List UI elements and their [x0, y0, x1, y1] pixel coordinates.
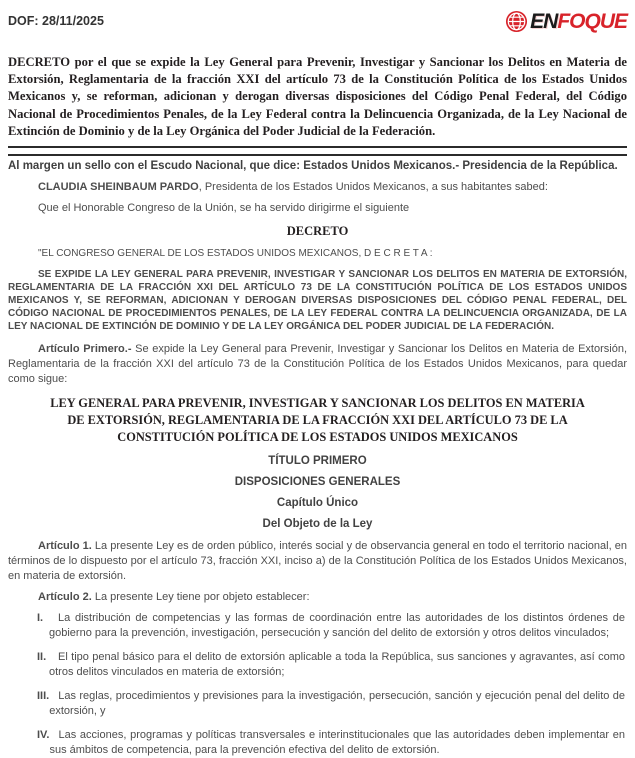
fraction-item-2 — [8, 650, 627, 680]
fraction-text: Las acciones, programas y políticas transversales e interinstitucionales que las autoridades deben implementar en sus ámbitos de competencia, para la prevención efectiva del delito de extorsión. — [49, 729, 625, 757]
dof-date-label: DOF: 28/11/2025 — [8, 14, 104, 28]
articulo-2-text: La presente Ley tiene por objeto establecer: — [91, 591, 310, 604]
fraction-numeral: III. — [37, 690, 50, 703]
capitulo-unico-heading: Capítulo Único — [276, 497, 359, 510]
fraction-item-1 — [8, 611, 627, 641]
articulo-2-paragraph — [8, 590, 627, 605]
margin-seal-note: Al margen un sello con el Escudo Nacional, que dice: Estados Unidos Mexicanos.- Presidencia de la República. — [8, 160, 618, 173]
articulo-1-paragraph — [8, 539, 627, 584]
law-title: LEY GENERAL PARA PREVENIR, INVESTIGAR Y SANCIONAR LOS DELITOS EN MATERIA DE EXTORSIÓN, REGLAMENTARIA DE LA FRACCIÓN XXI DEL ARTÍCULO 73 DE LA CONSTITUCIÓN POLÍTICA DE LOS ESTADOS UNIDOS MEXICANOS — [50, 396, 585, 445]
articulo-1-text: La presente Ley es de orden público, interés social y de observancia general en todo el territorio nacional, en términos de lo dispuesto por el artículo 73, fracción XXI, inciso a) de la Constitución Política de los Estados Unidos Mexicanos, en materia de extorsión. — [8, 540, 627, 583]
decreto-heading: DECRETO — [286, 224, 349, 239]
fraction-item-4 — [8, 728, 627, 758]
titulo-primero-heading: TÍTULO PRIMERO — [268, 455, 367, 468]
top-bar — [8, 0, 627, 40]
fraction-numeral: IV. — [37, 729, 50, 742]
enfoque-logo — [505, 10, 627, 33]
logo-part-en: EN — [530, 10, 558, 33]
fraction-text: Las reglas, procedimientos y previsiones para la investigación, persecución, sanción y ejecución penal del delito de extorsión, y — [49, 690, 625, 718]
congress-line: Que el Honorable Congreso de la Unión, se ha servido dirigirme el siguiente — [38, 202, 410, 215]
articulo-primero-text: Se expide la Ley General para Prevenir, Investigar y Sancionar los Delitos en Materia de Extorsión, Reglamentaria de la fracción XXI del artículo 73 de la Constitución Política de los Estados Unidos Mexicanos, para quedar como sigue: — [8, 343, 628, 386]
fraction-numeral: I. — [37, 612, 44, 625]
objeto-heading: Del Objeto de la Ley — [262, 518, 373, 531]
fraction-text: La distribución de competencias y las formas de coordinación entre las autoridades de los distintos órdenes de gobierno para la prevención, investigación, persecución y sanción del delito de extorsión y otros delitos vinculados; — [49, 612, 625, 640]
articulo-2-label: Artículo 2. — [38, 591, 92, 604]
president-line — [8, 180, 627, 195]
fraction-text: El tipo penal básico para el delito de extorsión aplicable a toda la República, sus sanciones y agravantes, así como otros delitos vinculados en materia de extorsión; — [49, 651, 625, 679]
fraction-item-3 — [8, 689, 627, 719]
expide-paragraph: SE EXPIDE LA LEY GENERAL PARA PREVENIR, INVESTIGAR Y SANCIONAR LOS DELITOS EN MATERIA DE EXTORSIÓN, REGLAMENTARIA DE LA FRACCIÓN XXI DEL ARTÍCULO 73 DE LA CONSTITUCIÓN POLÍTICA DE LOS ESTADOS UNIDOS MEXICANOS Y, SE REFORMAN, ADICIONAN Y DEROGAN DIVERSAS DISPOSICIONES DEL CÓDIGO PENAL FEDERAL, DEL CÓDIGO NACIONAL DE PROCEDIMIENTOS PENALES, DE LA LEY FEDERAL CONTRA LA DELINCUENCIA ORGANIZADA, DE LA LEY NACIONAL DE EXTINCIÓN DE DOMINIO Y DE LA LEY ORGÁNICA DEL PODER JUDICIAL DE LA FEDERACIÓN. — [8, 269, 627, 333]
articulo-primero-paragraph — [8, 342, 627, 387]
articulo-primero-label: Artículo Primero.- — [38, 343, 132, 356]
horizontal-double-rule — [8, 146, 627, 156]
logo-wordmark — [530, 10, 627, 33]
disposiciones-heading: DISPOSICIONES GENERALES — [234, 476, 401, 489]
congress-decreta-line: "EL CONGRESO GENERAL DE LOS ESTADOS UNIDOS MEXICANOS, D E C R E T A : — [38, 248, 433, 260]
decree-title: DECRETO por el que se expide la Ley General para Prevenir, Investigar y Sancionar los Delitos en Materia de Extorsión, Reglamentaria de la fracción XXI del artículo 73 de la Constitución Política de los Estados Unidos Mexicanos y, se reforman, adicionan y derogan diversas disposiciones del Código Penal Federal, del Código Nacional de Procedimientos Penales, de la Ley Federal contra la Delincuencia Organizada, de la Ley Nacional de Extinción de Dominio y de la Ley Orgánica del Poder Judicial de la Federación. — [8, 55, 627, 138]
president-line-rest: , Presidenta de los Estados Unidos Mexicanos, a sus habitantes sabed: — [198, 181, 548, 194]
logo-part-foque: FOQUE — [557, 10, 627, 33]
fraction-numeral: II. — [37, 651, 47, 664]
president-name: CLAUDIA SHEINBAUM PARDO — [38, 181, 199, 194]
articulo-1-label: Artículo 1. — [38, 540, 92, 553]
globe-icon — [505, 10, 528, 33]
